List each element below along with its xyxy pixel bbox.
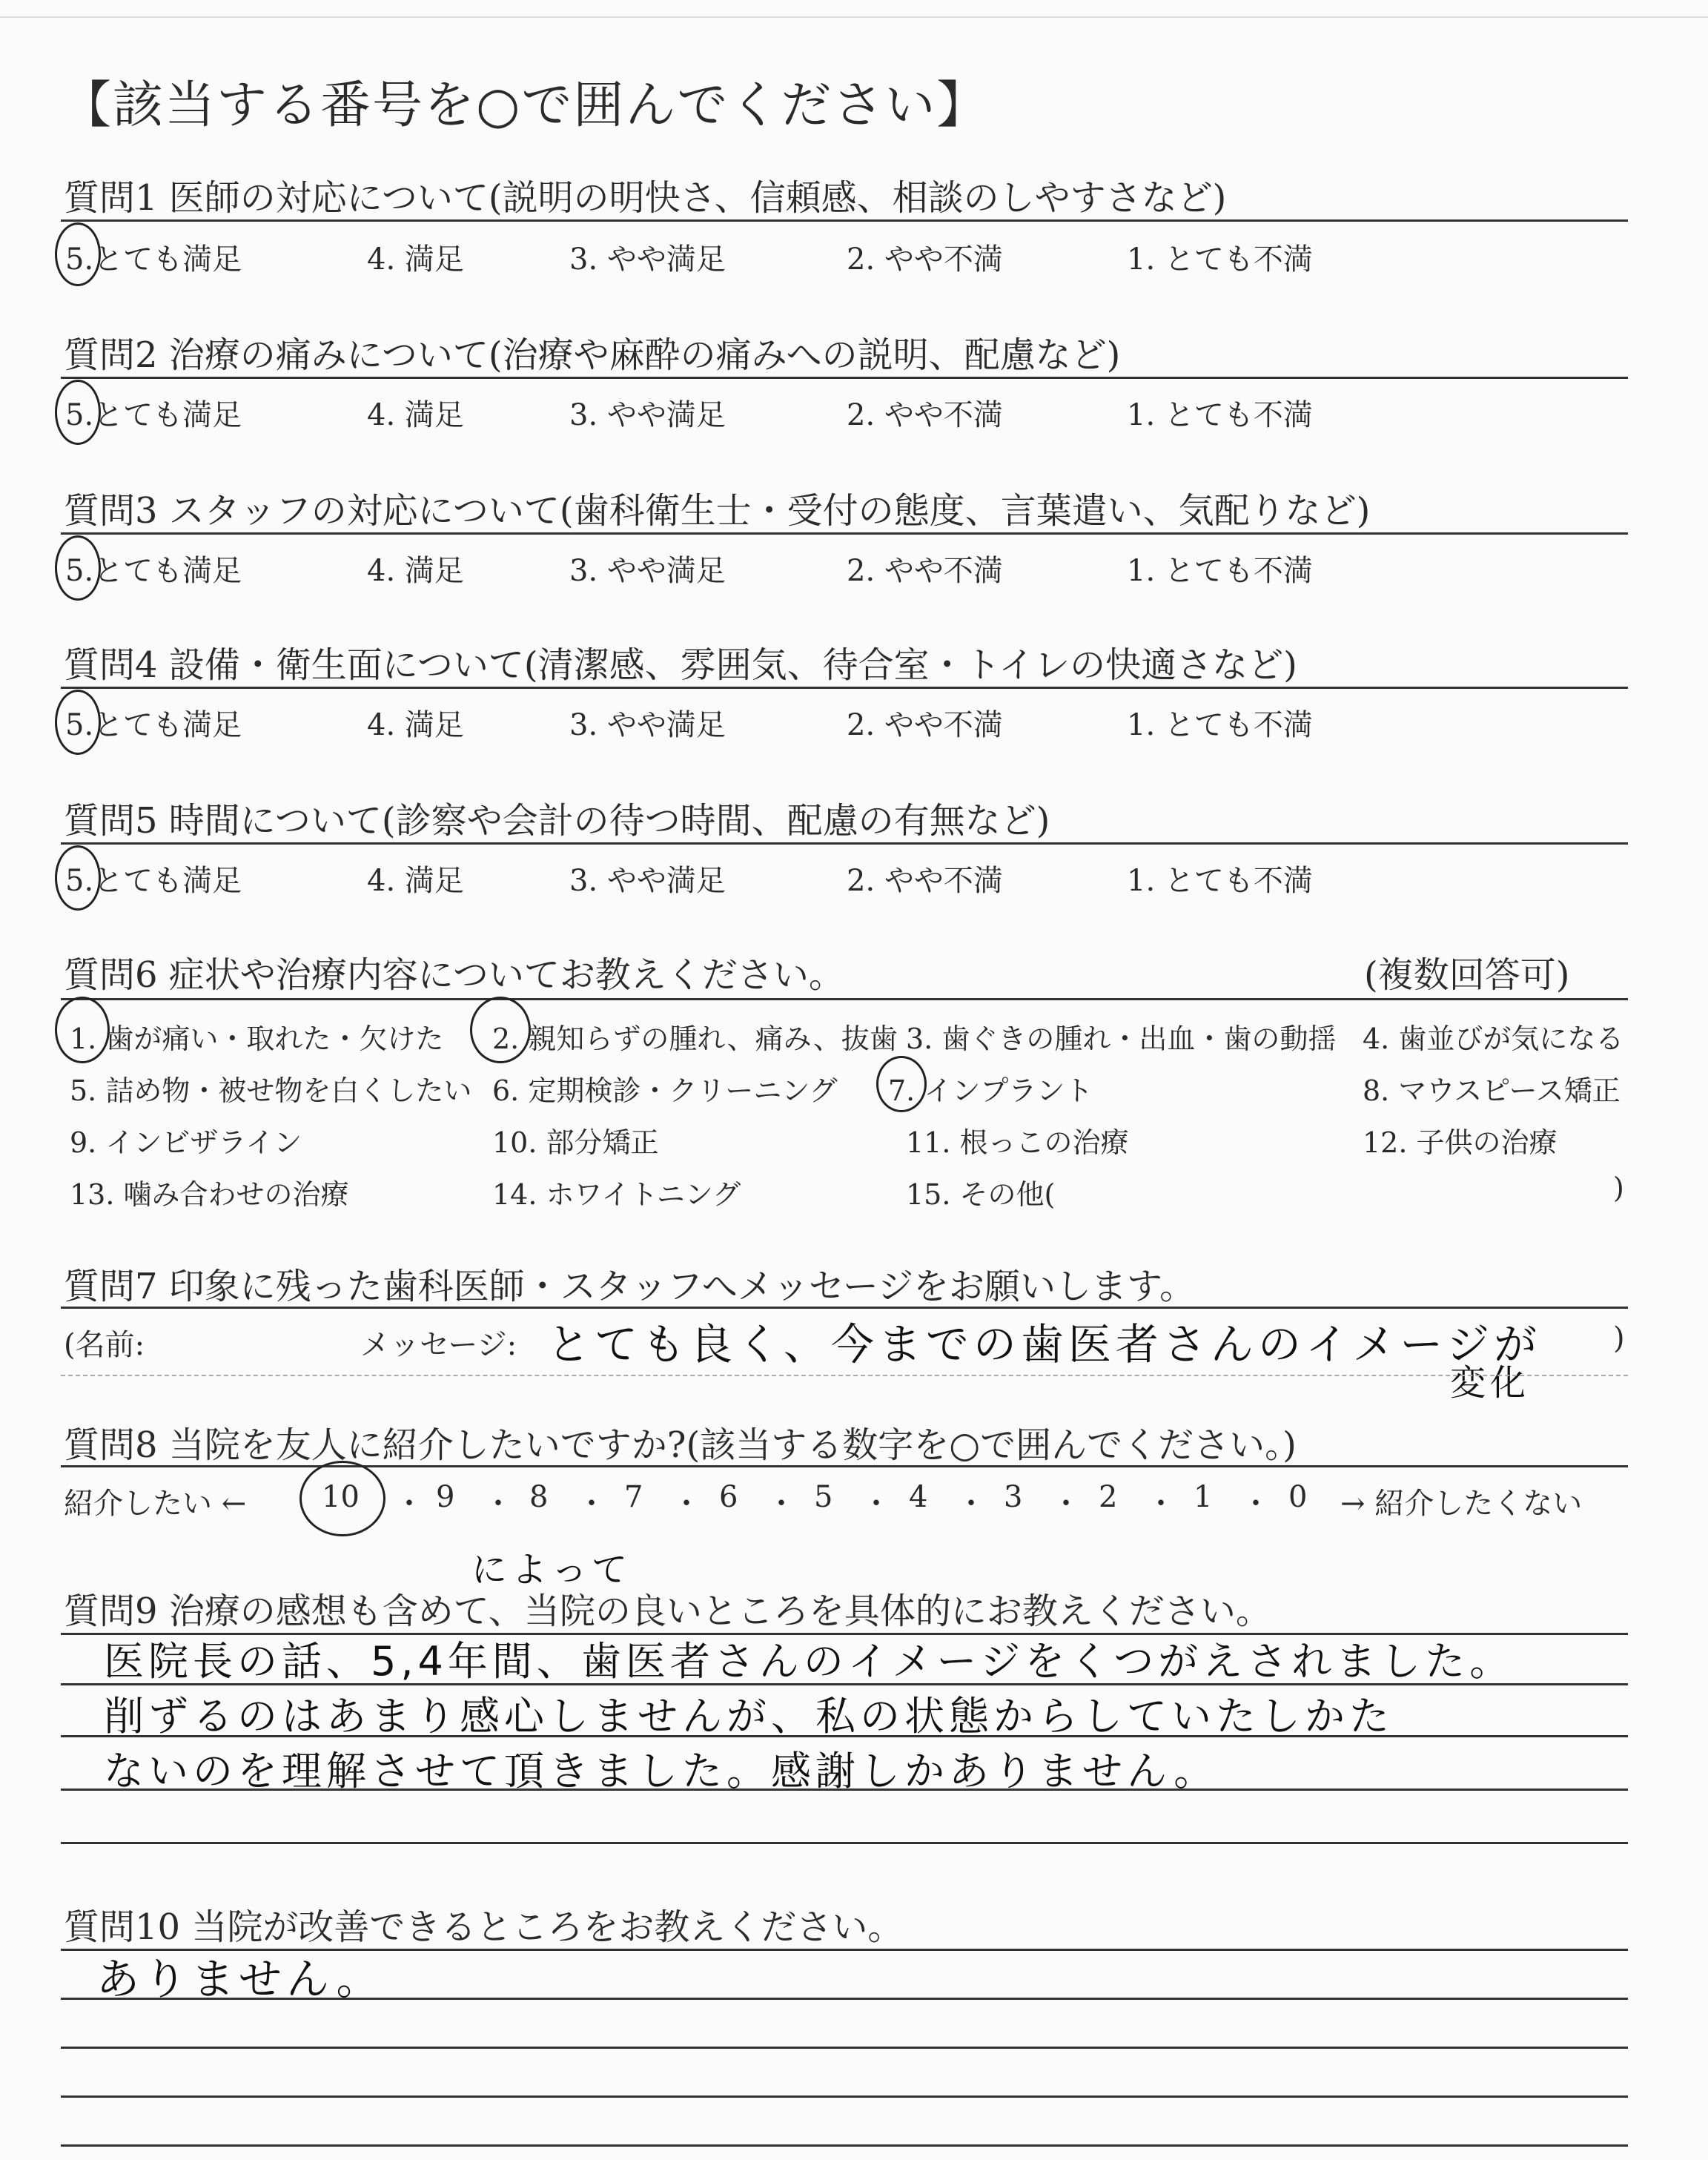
q2-option-1[interactable]: 1. とても不満 bbox=[1127, 398, 1313, 432]
q6-option-10[interactable]: 10. 部分矯正 bbox=[492, 1126, 659, 1159]
q6-option-2[interactable]: 2. 親知らずの腫れ、痛み、抜歯 bbox=[492, 1023, 898, 1055]
q8-sep: ・ bbox=[1146, 1487, 1176, 1521]
q8-scale-1[interactable]: 1 bbox=[1194, 1480, 1213, 1514]
q2-option-4[interactable]: 4. 満足 bbox=[367, 398, 464, 432]
question-7-rule bbox=[61, 1307, 1628, 1309]
q9-rule-3 bbox=[61, 1735, 1628, 1737]
q6-option-3[interactable]: 3. 歯ぐきの腫れ・出血・歯の動揺 bbox=[906, 1023, 1337, 1055]
form-title: 【該当する番号を○で囲んでください】 bbox=[61, 76, 989, 135]
q8-scale-9[interactable]: 9 bbox=[436, 1480, 455, 1514]
q1-option-4[interactable]: 4. 満足 bbox=[367, 242, 464, 277]
question-7-label: 質問7 印象に残った歯科医師・スタッフへメッセージをお願いします。 bbox=[64, 1266, 1196, 1307]
q9-rule-4 bbox=[61, 1789, 1628, 1791]
q8-sep: ・ bbox=[1241, 1487, 1271, 1521]
question-4-rule bbox=[61, 687, 1628, 689]
q1-selection-circle bbox=[55, 222, 101, 286]
question-6-label: 質問6 症状や治療内容についてお教えください。 bbox=[64, 954, 844, 996]
q8-sep: ・ bbox=[956, 1487, 986, 1521]
page-top-edge bbox=[0, 16, 1708, 18]
q10-rule-4 bbox=[61, 2095, 1628, 2098]
q2-selection-circle bbox=[55, 380, 101, 445]
q6-option-11[interactable]: 11. 根っこの治療 bbox=[906, 1126, 1129, 1159]
q1-option-3[interactable]: 3. やや満足 bbox=[569, 242, 726, 277]
question-10-label: 質問10 当院が改善できるところをお教えください。 bbox=[64, 1906, 904, 1948]
q2-option-3[interactable]: 3. やや満足 bbox=[569, 398, 726, 432]
q8-scale-3[interactable]: 3 bbox=[1004, 1480, 1023, 1514]
q10-rule-3 bbox=[61, 2047, 1628, 2049]
q6-option-5[interactable]: 5. 詰め物・被せ物を白くしたい bbox=[70, 1074, 472, 1107]
q6-option-15[interactable]: 15. その他( bbox=[906, 1178, 1056, 1211]
q2-option-2[interactable]: 2. やや不満 bbox=[847, 398, 1003, 432]
q8-left-label: 紹介したい ← bbox=[64, 1487, 247, 1521]
q5-selection-circle bbox=[55, 845, 101, 911]
q8-sep: ・ bbox=[1051, 1487, 1081, 1521]
q8-sep: ・ bbox=[861, 1487, 891, 1521]
q1-option-5[interactable]: 5.とても満足 bbox=[65, 242, 242, 277]
q8-sep: ・ bbox=[394, 1487, 424, 1521]
question-5-label: 質問5 時間について(診察や会計の待つ時間、配慮の有無など) bbox=[64, 800, 1050, 842]
q9-handwritten-insert: によって bbox=[471, 1549, 632, 1591]
question-5-rule bbox=[61, 842, 1628, 845]
q4-option-5[interactable]: 5.とても満足 bbox=[65, 708, 242, 742]
q3-option-3[interactable]: 3. やや満足 bbox=[569, 554, 726, 588]
question-6-rule bbox=[61, 998, 1628, 1000]
q6-option-9[interactable]: 9. インビザライン bbox=[70, 1126, 302, 1159]
q1-option-2[interactable]: 2. やや不満 bbox=[847, 242, 1003, 277]
q5-option-3[interactable]: 3. やや満足 bbox=[569, 864, 726, 898]
q6-selection-circle-2 bbox=[470, 997, 531, 1063]
q8-scale-6[interactable]: 6 bbox=[719, 1480, 738, 1514]
q6-option-7[interactable]: 7. インプラント bbox=[888, 1074, 1093, 1107]
q8-sep: ・ bbox=[577, 1487, 606, 1521]
q3-option-4[interactable]: 4. 満足 bbox=[367, 554, 464, 588]
question-8-rule bbox=[61, 1465, 1628, 1467]
q6-option-15-close: ) bbox=[1613, 1172, 1624, 1204]
q8-right-label: → 紹介したくない bbox=[1340, 1487, 1583, 1521]
q7-name-label: (名前: bbox=[64, 1328, 145, 1362]
q8-sep: ・ bbox=[483, 1487, 513, 1521]
q10-handwritten-answer: ありません。 bbox=[96, 1954, 384, 2004]
q8-selection-circle bbox=[299, 1461, 385, 1536]
q6-option-12[interactable]: 12. 子供の治療 bbox=[1363, 1126, 1558, 1159]
q3-option-5[interactable]: 5.とても満足 bbox=[65, 554, 242, 588]
q6-option-4[interactable]: 4. 歯並びが気になる bbox=[1363, 1023, 1624, 1055]
q4-selection-circle bbox=[55, 690, 101, 755]
q5-option-4[interactable]: 4. 満足 bbox=[367, 864, 464, 898]
q2-option-5[interactable]: 5.とても満足 bbox=[65, 398, 242, 432]
q8-scale-4[interactable]: 4 bbox=[909, 1480, 928, 1514]
q7-handwritten-message-2: 変化 bbox=[1450, 1362, 1531, 1404]
q3-option-1[interactable]: 1. とても不満 bbox=[1127, 554, 1313, 588]
question-4-label: 質問4 設備・衛生面について(清潔感、雰囲気、待合室・トイレの快適さなど) bbox=[64, 644, 1297, 686]
q6-selection-circle-7 bbox=[876, 1056, 927, 1112]
q10-rule-5 bbox=[61, 2144, 1628, 2147]
q9-rule-5 bbox=[61, 1842, 1628, 1844]
q9-handwritten-line-1: 医院長の話、5,4年間、歯医者さんのイメージをくつがえされました。 bbox=[104, 1638, 1515, 1685]
q6-option-6[interactable]: 6. 定期検診・クリーニング bbox=[492, 1074, 838, 1107]
question-3-label: 質問3 スタッフの対応について(歯科衛生士・受付の態度、言葉遣い、気配りなど) bbox=[64, 490, 1371, 532]
question-6-note: (複数回答可) bbox=[1364, 954, 1570, 996]
q8-sep: ・ bbox=[767, 1487, 796, 1521]
question-3-rule bbox=[61, 532, 1628, 535]
q6-selection-circle-1 bbox=[55, 997, 110, 1063]
q8-scale-0[interactable]: 0 bbox=[1288, 1480, 1308, 1514]
q7-answer-rule bbox=[61, 1375, 1628, 1376]
q8-scale-5[interactable]: 5 bbox=[814, 1480, 833, 1514]
q7-handwritten-message: とても良く、今までの歯医者さんのイメージが bbox=[547, 1319, 1542, 1370]
q8-scale-2[interactable]: 2 bbox=[1099, 1480, 1118, 1514]
q5-option-2[interactable]: 2. やや不満 bbox=[847, 864, 1003, 898]
q9-handwritten-line-3: ないのを理解させて頂きました。感謝しかありません。 bbox=[104, 1748, 1219, 1794]
q3-selection-circle bbox=[55, 535, 101, 601]
q4-option-1[interactable]: 1. とても不満 bbox=[1127, 708, 1313, 742]
question-2-label: 質問2 治療の痛みについて(治療や麻酔の痛みへの説明、配慮など) bbox=[64, 334, 1121, 376]
q5-option-1[interactable]: 1. とても不満 bbox=[1127, 864, 1313, 898]
q4-option-3[interactable]: 3. やや満足 bbox=[569, 708, 726, 742]
q8-scale-10[interactable]: 10 bbox=[322, 1480, 360, 1514]
question-1-label: 質問1 医師の対応について(説明の明快さ、信頼感、相談のしやすさなど) bbox=[64, 177, 1227, 219]
question-2-rule bbox=[61, 377, 1628, 379]
question-9-label: 質問9 治療の感想も含めて、当院の良いところを具体的にお教えください。 bbox=[64, 1591, 1271, 1632]
q6-option-1[interactable]: 1. 歯が痛い・取れた・欠けた bbox=[70, 1023, 444, 1055]
q8-scale-7[interactable]: 7 bbox=[624, 1480, 643, 1514]
q7-close-paren: ) bbox=[1613, 1321, 1625, 1355]
q7-message-label: メッセージ: bbox=[360, 1328, 517, 1362]
q6-option-8[interactable]: 8. マウスピース矯正 bbox=[1363, 1074, 1621, 1107]
q8-sep: ・ bbox=[672, 1487, 701, 1521]
q1-option-1[interactable]: 1. とても不満 bbox=[1127, 242, 1313, 277]
q8-scale-8[interactable]: 8 bbox=[529, 1480, 549, 1514]
q4-option-2[interactable]: 2. やや不満 bbox=[847, 708, 1003, 742]
question-8-label: 質問8 当院を友人に紹介したいですか?(該当する数字を○で囲んでください。) bbox=[64, 1424, 1297, 1466]
q6-option-13[interactable]: 13. 噛み合わせの治療 bbox=[70, 1178, 349, 1211]
question-1-rule bbox=[61, 219, 1628, 222]
q5-option-5[interactable]: 5.とても満足 bbox=[65, 864, 242, 898]
q10-rule-2 bbox=[61, 1998, 1628, 2000]
q9-handwritten-line-2: 削ずるのはあまり感心しませんが、私の状態からしていたしかた bbox=[104, 1693, 1394, 1740]
q6-option-14[interactable]: 14. ホワイトニング bbox=[492, 1178, 741, 1211]
q4-option-4[interactable]: 4. 満足 bbox=[367, 708, 464, 742]
q3-option-2[interactable]: 2. やや不満 bbox=[847, 554, 1003, 588]
